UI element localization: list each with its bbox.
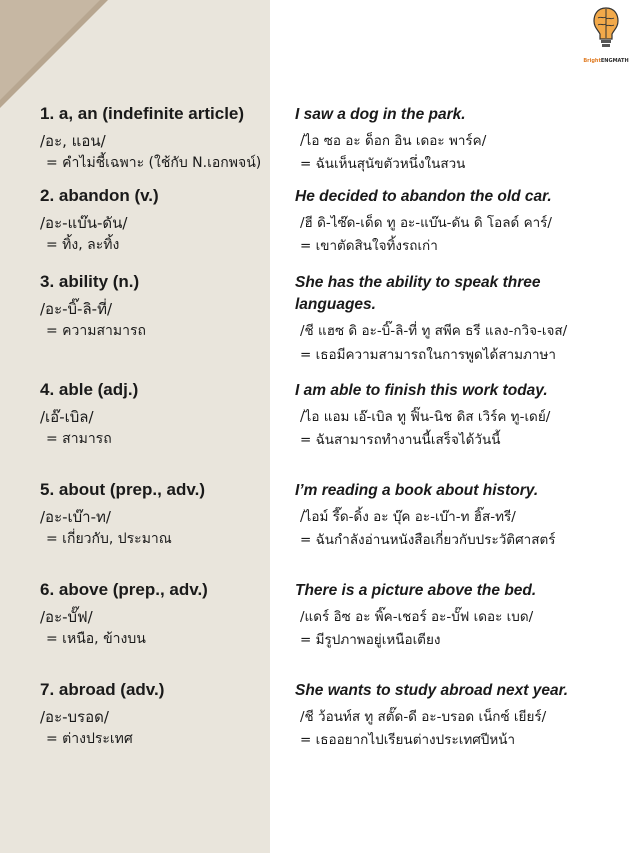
example-pronunciation: /ฮี ดิ-ไซ๊ด-เด็ด ทู อะ-แบ๊น-ดัน ดิ โอลด์ คาร์/ [300,215,552,231]
vocab-pronunciation: /อะ, แอน/ [40,132,106,150]
example-sentence: I’m reading a book about history. [295,482,539,499]
example-meaning: = เธออยากไปเรียนต่างประเทศปีหน้า [300,732,516,748]
vocab-word: 7. abroad (adv.) [40,680,165,699]
vocab-meaning: = สามารถ [46,431,112,447]
vocab-meaning: = คำไม่ชี้เฉพาะ (ใช้กับ N.เอกพจน์) [46,155,262,171]
example-sentence: I saw a dog in the park. [295,106,466,123]
example-meaning: = เขาตัดสินใจทิ้งรถเก่า [300,238,438,254]
corner-fold-inner [0,0,100,100]
vocab-pronunciation: /เอ๊-เบิล/ [40,408,94,426]
vocab-meaning: = ความสามารถ [46,323,146,339]
vocab-word: 3. ability (n.) [40,272,140,291]
brand-part2: ENGMATH [600,58,629,64]
example-meaning: = มีรูปภาพอยู่เหนือเตียง [300,632,441,648]
vocab-word: 1. a, an (indefinite article) [40,104,245,123]
brain-bulb-icon [591,6,621,50]
example-pronunciation: /ไอ ซอ อะ ด็อก อิน เดอะ พาร์ค/ [300,133,487,149]
example-sentence: There is a picture above the bed. [295,582,537,599]
vocab-meaning: = ต่างประเทศ [46,731,133,747]
example-sentence: He decided to abandon the old car. [295,188,552,205]
brand-logo [578,6,634,70]
example-sentence: She wants to study abroad next year. [295,682,569,699]
example-sentence: I am able to finish this work today. [295,382,548,399]
vocab-pronunciation: /อะ-แบ๊น-ดัน/ [40,214,128,232]
vocab-word: 6. above (prep., adv.) [40,580,208,599]
example-pronunciation: /ไอม์ รี๊ด-ดิ้ง อะ บุ๊ค อะ-เบ๊า-ท ฮิ๊ส-ทรี/ [300,509,516,525]
example-pronunciation: /ไอ แอม เอ๊-เบิล ทู ฟิ๊น-นิช ดิส เวิร์ค ทู-เดย์/ [300,409,551,425]
brand-name [578,58,634,64]
vocab-pronunciation: /อะ-บรอด/ [40,708,109,726]
example-pronunciation: /ชี ว้อนท์ส ทู สตั๊ด-ดี อะ-บรอด เน็กซ์ เยียร์/ [300,709,547,725]
example-meaning: = ฉันเห็นสุนัขตัวหนึ่งในสวน [300,156,466,172]
vocab-meaning: = เหนือ, ข้างบน [46,631,146,647]
example-pronunciation: /แดร์ อิซ อะ พิ๊ค-เชอร์ อะ-บั๊ฟ เดอะ เบด/ [300,609,534,625]
brand-part1: Bright [583,58,601,64]
vocab-word: 5. about (prep., adv.) [40,480,205,499]
vocab-word: 4. able (adj.) [40,380,139,399]
example-meaning: = ฉันสามารถทำงานนี้เสร็จได้วันนี้ [300,432,501,448]
example-meaning: = เธอมีความสามารถในการพูดได้สามภาษา [300,347,557,363]
vocab-pronunciation: /อะ-บิ๊-ลิ-ที่/ [40,300,113,318]
vocab-word: 2. abandon (v.) [40,186,159,205]
vocab-pronunciation: /อะ-เบ๊า-ท/ [40,508,111,526]
example-pronunciation: /ชี แฮซ ดิ อะ-บิ๊-ลิ-ที่ ทู สพีค ธรี แลง-กวิจ-เจส/ [300,323,568,339]
vocab-meaning: = ทิ้ง, ละทิ้ง [46,237,120,253]
example-meaning: = ฉันกำลังอ่านหนังสือเกี่ยวกับประวัติศาสตร์ [300,532,556,548]
vocab-pronunciation: /อะ-บั๊ฟ/ [40,608,93,626]
example-sentence: She has the ability to speak three languages. [295,274,541,313]
vocab-meaning: = เกี่ยวกับ, ประมาณ [46,531,172,547]
